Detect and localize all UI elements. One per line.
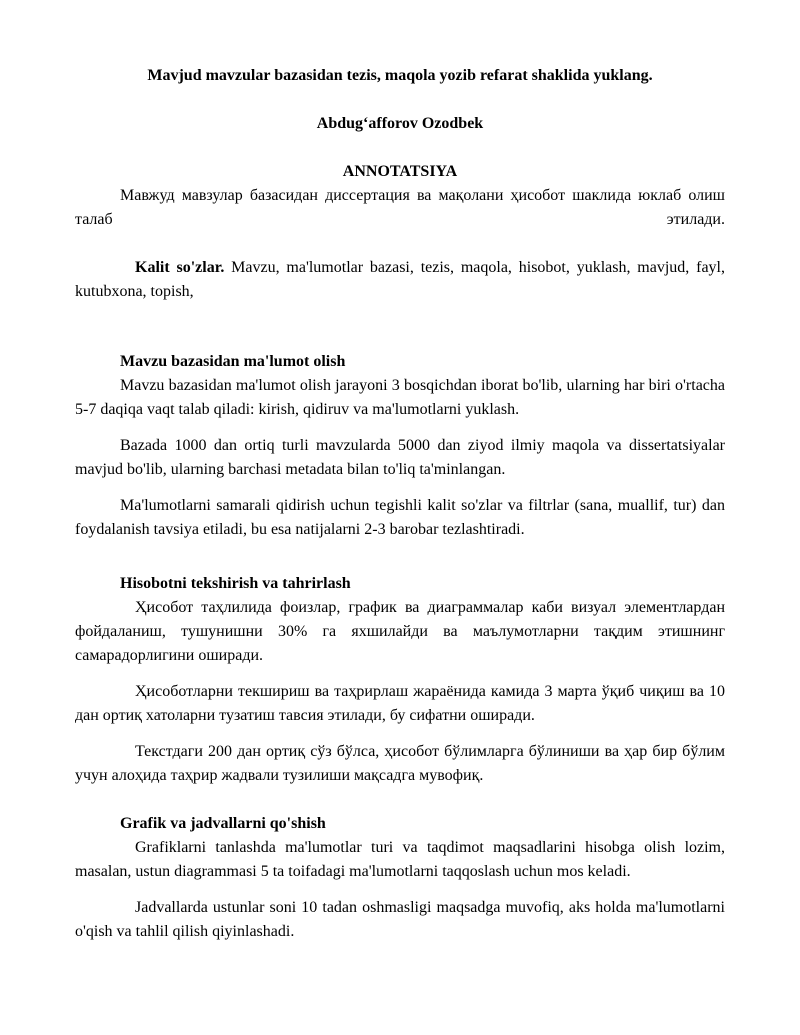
annotation-heading: ANNOTATSIYA	[342, 163, 458, 180]
section-paragraph: Ҳисоботларни текшириш ва таҳрирлаш жараёнида камида 3 марта ўқиб чиқиш ва 10 дан ортиқ хатоларни тузатиш тавсия этилади, бу сифатни оширади.	[75, 683, 725, 724]
keywords-paragraph	[75, 256, 725, 304]
author-name: Abdug‘afforov Ozodbek	[316, 115, 484, 132]
section-heading: Grafik va jadvallarni qo'shish	[120, 815, 326, 832]
section-heading: Hisobotni tekshirish va tahrirlash	[120, 575, 351, 592]
section-paragraph: Grafiklarni tanlashda ma'lumotlar turi va taqdimot maqsadlarini hisobga olish lozim, masalan, ustun diagrammasi 5 ta toifadagi ma'lumotlarni taqqoslash uchun mos keladi.	[75, 839, 725, 880]
section-paragraph: Jadvallarda ustunlar soni 10 tadan oshmasligi maqsadga muvofiq, aks holda ma'lumotlarni o'qish va tahlil qilish qiyinlashadi.	[75, 899, 725, 940]
keywords-label: Kalit so'zlar.	[135, 259, 225, 276]
document-title: Mavjud mavzular bazasidan tezis, maqola yozib refarat shaklida yuklang.	[147, 67, 653, 84]
keywords-text: Mavzu, ma'lumotlar bazasi, tezis, maqola, hisobot, yuklash, mavjud, fayl, kutubxona, topish,	[75, 259, 726, 300]
document-page	[75, 64, 725, 944]
section-paragraph: Ҳисобот таҳлилида фоизлар, график ва диаграммалар каби визуал элементлардан фойдаланиш, тушунишни 30% га яхшилайди ва маълумотларни тақдим этишнинг самарадорлигини оширади.	[75, 599, 725, 664]
annotation-text: Мавжуд мавзулар базасидан диссертация ва мақолани ҳисобот шаклида юклаб олиш талаб этилади.	[75, 187, 725, 228]
section-paragraph: Mavzu bazasidan ma'lumot olish jarayoni 3 bosqichdan iborat bo'lib, ularning har biri o'rtacha 5-7 daqiqa vaqt talab qiladi: kirish, qidiruv va ma'lumotlarni yuklash.	[75, 377, 725, 418]
section-heading: Mavzu bazasidan ma'lumot olish	[120, 353, 346, 370]
section-paragraph: Текстдаги 200 дан ортиқ сўз бўлса, ҳисобот бўлимларга бўлиниши ва ҳар бир бўлим учун алоҳида таҳрир жадвали тузилиши мақсадга мувофиқ.	[75, 743, 725, 784]
section-paragraph: Ma'lumotlarni samarali qidirish uchun tegishli kalit so'zlar va filtrlar (sana, muallif, tur) dan foydalanish tavsiya etiladi, bu esa natijalarni 2-3 barobar tezlashtiradi.	[75, 497, 725, 538]
section-paragraph: Bazada 1000 dan ortiq turli mavzularda 5000 dan ziyod ilmiy maqola va dissertatsiyalar mavjud bo'lib, ularning barchasi metadata bilan to'liq ta'minlangan.	[75, 437, 725, 478]
